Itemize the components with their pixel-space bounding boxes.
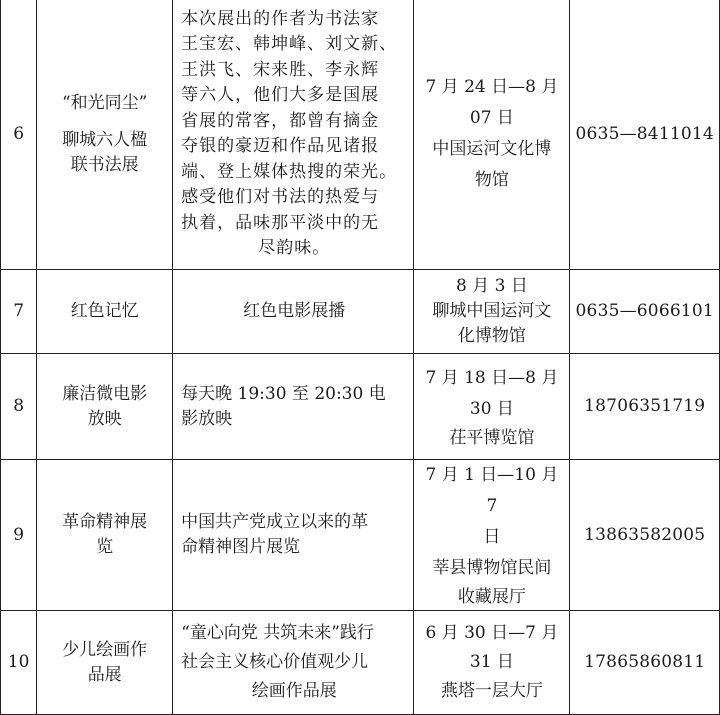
contact-phone: 0635—6066101 bbox=[570, 270, 720, 354]
exhibition-time-venue: 7 月 1 日—10 月 7 日 莘县博物馆民间 收藏展厅 bbox=[414, 460, 570, 611]
exhibition-description: 每天晚 19:30 至 20:30 电 影放映 bbox=[173, 354, 414, 460]
contact-phone: 18706351719 bbox=[570, 354, 720, 460]
contact-phone: 13863582005 bbox=[570, 460, 720, 611]
exhibition-time-venue: 7 月 24 日—8 月 07 日 中国运河文化博 物馆 bbox=[414, 0, 570, 270]
exhibition-description: “童心向党 共筑未来”践行 社会主义核心价值观少儿 绘画作品展 bbox=[173, 611, 414, 715]
row-index: 8 bbox=[1, 354, 37, 460]
exhibition-description: 本次展出的作者为书法家 王宝宏、韩坤峰、刘文新、 王洪飞、宋来胜、李永辉 等六人，他们大多是国展 省展的常客，都曾有摘金 夺银的豪迈和作品见诸报 端、登上媒体热搜的荣光。 感受他们对书法的热爱与 执着，品味那平淡中的无 尽韵味。 bbox=[173, 0, 414, 270]
exhibition-time-venue: 7 月 18 日—8 月 30 日 茌平博览馆 bbox=[414, 354, 570, 460]
exhibition-name: “和光同尘” 聊城六人楹 联书法展 bbox=[37, 0, 173, 270]
table-row bbox=[1, 270, 720, 354]
exhibition-name: 少儿绘画作 品展 bbox=[37, 611, 173, 715]
table-row bbox=[1, 460, 720, 611]
exhibition-description: 红色电影展播 bbox=[173, 270, 414, 354]
exhibition-time-venue: 8 月 3 日 聊城中国运河文 化博物馆 bbox=[414, 270, 570, 354]
row-index: 7 bbox=[1, 270, 37, 354]
row-index: 10 bbox=[1, 611, 37, 715]
exhibition-name: 革命精神展 览 bbox=[37, 460, 173, 611]
contact-phone: 17865860811 bbox=[570, 611, 720, 715]
exhibition-name: 廉洁微电影 放映 bbox=[37, 354, 173, 460]
table-row bbox=[1, 0, 720, 270]
table-row bbox=[1, 611, 720, 715]
contact-phone: 0635—8411014 bbox=[570, 0, 720, 270]
exhibition-description: 中国共产党成立以来的革 命精神图片展览 bbox=[173, 460, 414, 611]
row-index: 9 bbox=[1, 460, 37, 611]
table-row bbox=[1, 354, 720, 460]
row-index: 6 bbox=[1, 0, 37, 270]
exhibition-name: 红色记忆 bbox=[37, 270, 173, 354]
exhibition-time-venue: 6 月 30 日—7 月 31 日 燕塔一层大厅 bbox=[414, 611, 570, 715]
